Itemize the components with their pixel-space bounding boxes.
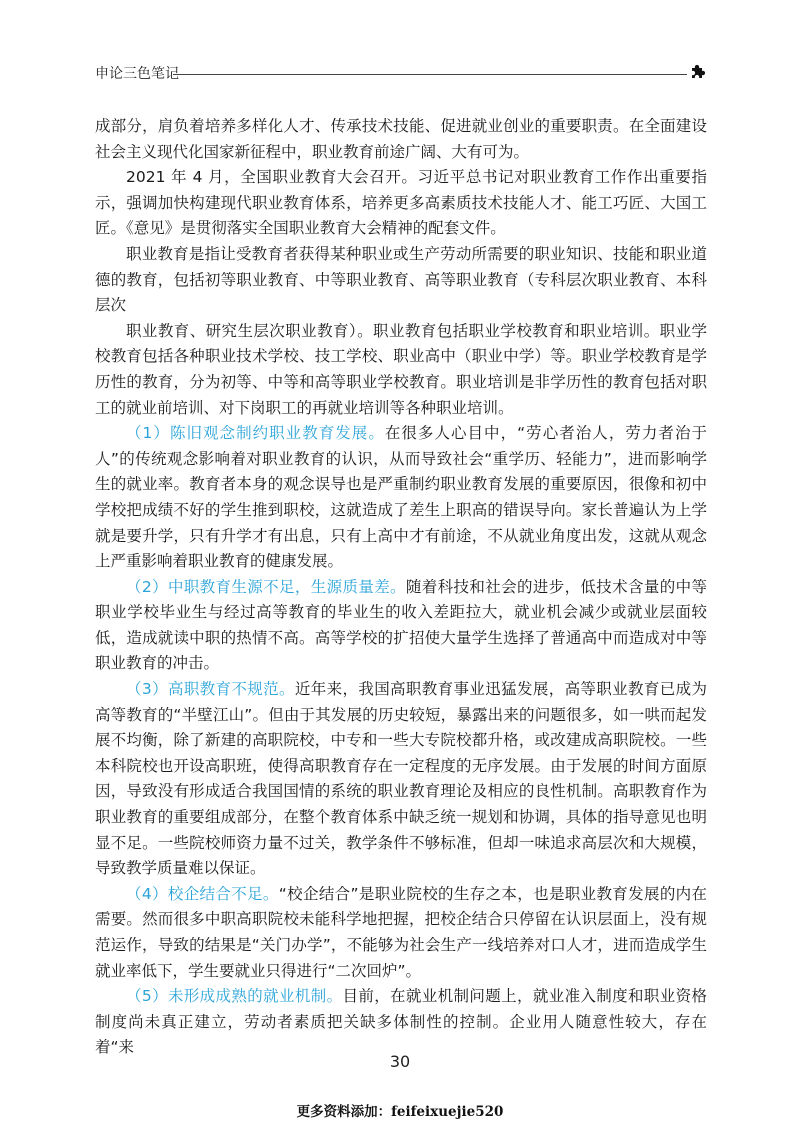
page-header (95, 63, 707, 83)
point-heading: （5）未形成成熟的就业机制。 (126, 987, 343, 1006)
page-number: 30 (389, 1052, 411, 1071)
point-heading: （1）陈旧观念制约职业教育发展。 (126, 424, 385, 443)
header-rule (173, 74, 687, 75)
paragraph-3: 职业教育、研究生层次职业教育）。职业教育包括职业学校教育和职业培训。职业学校教育包括各种职业技术学校、技工学校、职业高中（职业中学）等。职业学校教育是学历性的教育，分为初等、中等和高等职业学校教育。职业培训是非学历性的教育包括对职工的就业前培训、对下岗职工的再就业培训等各种职业培训。 (95, 321, 707, 417)
paragraph-2: 职业教育是指让受教育者获得某种职业或生产劳动所需要的职业知识、技能和职业道德的教育，包括初等职业教育、中等职业教育、高等职业教育（专科层次职业教育、本科层次 (95, 244, 707, 315)
puzzle-piece-icon (689, 63, 707, 81)
paragraph-5: （2）中职教育生源不足，生源质量差。随着科技和社会的进步，低技术含量的中等职业学校毕业生与经过高等教育的毕业生的收入差距拉大，就业机会减少或就业层面较低，造成就读中职的热情不高。高等学校的扩招使大量学生选择了普通高中而造成对中等职业教育的冲击。 (95, 577, 707, 673)
paragraph-1: 2021 年 4 月，全国职业教育大会召开。习近平总书记对职业教育工作作出重要指示，强调加快构建现代职业教育体系，培养更多高素质技术技能人才、能工巧匠、大国工匠。《意见》是贯彻落实全国职业教育大会精神的配套文件。 (95, 168, 707, 238)
paragraph-7: （4）校企结合不足。“校企结合”是职业院校的生存之本，也是职业教育发展的内在需要。然而很多中职高职院校未能科学地把握，把校企结合只停留在认识层面上，没有规范运作，导致的结果是“关门办学”，不能够为社会生产一线培养对口人才，进而造成学生就业率低下，学生要就业只得进行“二次回炉”。 (95, 884, 707, 980)
header-title: 申论三色笔记 (95, 66, 179, 82)
paragraph-4: （1）陈旧观念制约职业教育发展。在很多人心目中，“劳心者治人，劳力者治于人”的传统观念影响着对职业教育的认识，从而导致社会“重学历、轻能力”，进而影响学生的就业率。教育者本身的观念误导也是严重制约职业教育发展的重要原因，很像和初中学校把成绩不好的学生推到职校，这就造成了差生上职高的错误导向。家长普遍认为上学就是要升学，只有升学才有出息，只有上高中才有前途，不从就业角度出发，这就从观念上严重影响着职业教育的健康发展。 (95, 424, 707, 571)
paragraph-0: 成部分，肩负着培养多样化人才、传承技术技能、促进就业创业的重要职责。在全面建设社会主义现代化国家新征程中，职业教育前途广阔、大有可为。 (95, 117, 707, 161)
paragraph-8: （5）未形成成熟的就业机制。目前，在就业机制问题上，就业准入制度和职业资格制度尚未真正建立，劳动者素质把关缺多体制性的控制。企业用人随意性较大，存在着“来 (95, 987, 707, 1057)
footer-note: 更多资料添加：feifeixuejie520 (296, 1104, 504, 1120)
point-heading: （4）校企结合不足。 (126, 884, 279, 903)
point-heading: （2）中职教育生源不足，生源质量差。 (126, 577, 406, 596)
point-heading: （3）高职教育不规范。 (126, 680, 295, 699)
article-body (95, 114, 707, 1061)
paragraph-6: （3）高职教育不规范。近年来，我国高职教育事业迅猛发展，高等职业教育已成为高等教育的“半壁江山”。但由于其发展的历史较短，暴露出来的问题很多，如一哄而起发展不均衡，除了新建的高职院校，中专和一些大专院校都升格，或改建成高职院校。一些本科院校也开设高职班，使得高职教育存在一定程度的无序发展。由于发展的时间方面原因，导致没有形成适合我国国情的系统的职业教育理论及相应的良性机制。高职教育作为职业教育的重要组成部分，在整个教育体系中缺乏统一规划和协调，具体的指导意见也明显不足。一些院校师资力量不过关，教学条件不够标准，但却一味追求高层次和大规模，导致教学质量难以保证。 (95, 680, 707, 878)
